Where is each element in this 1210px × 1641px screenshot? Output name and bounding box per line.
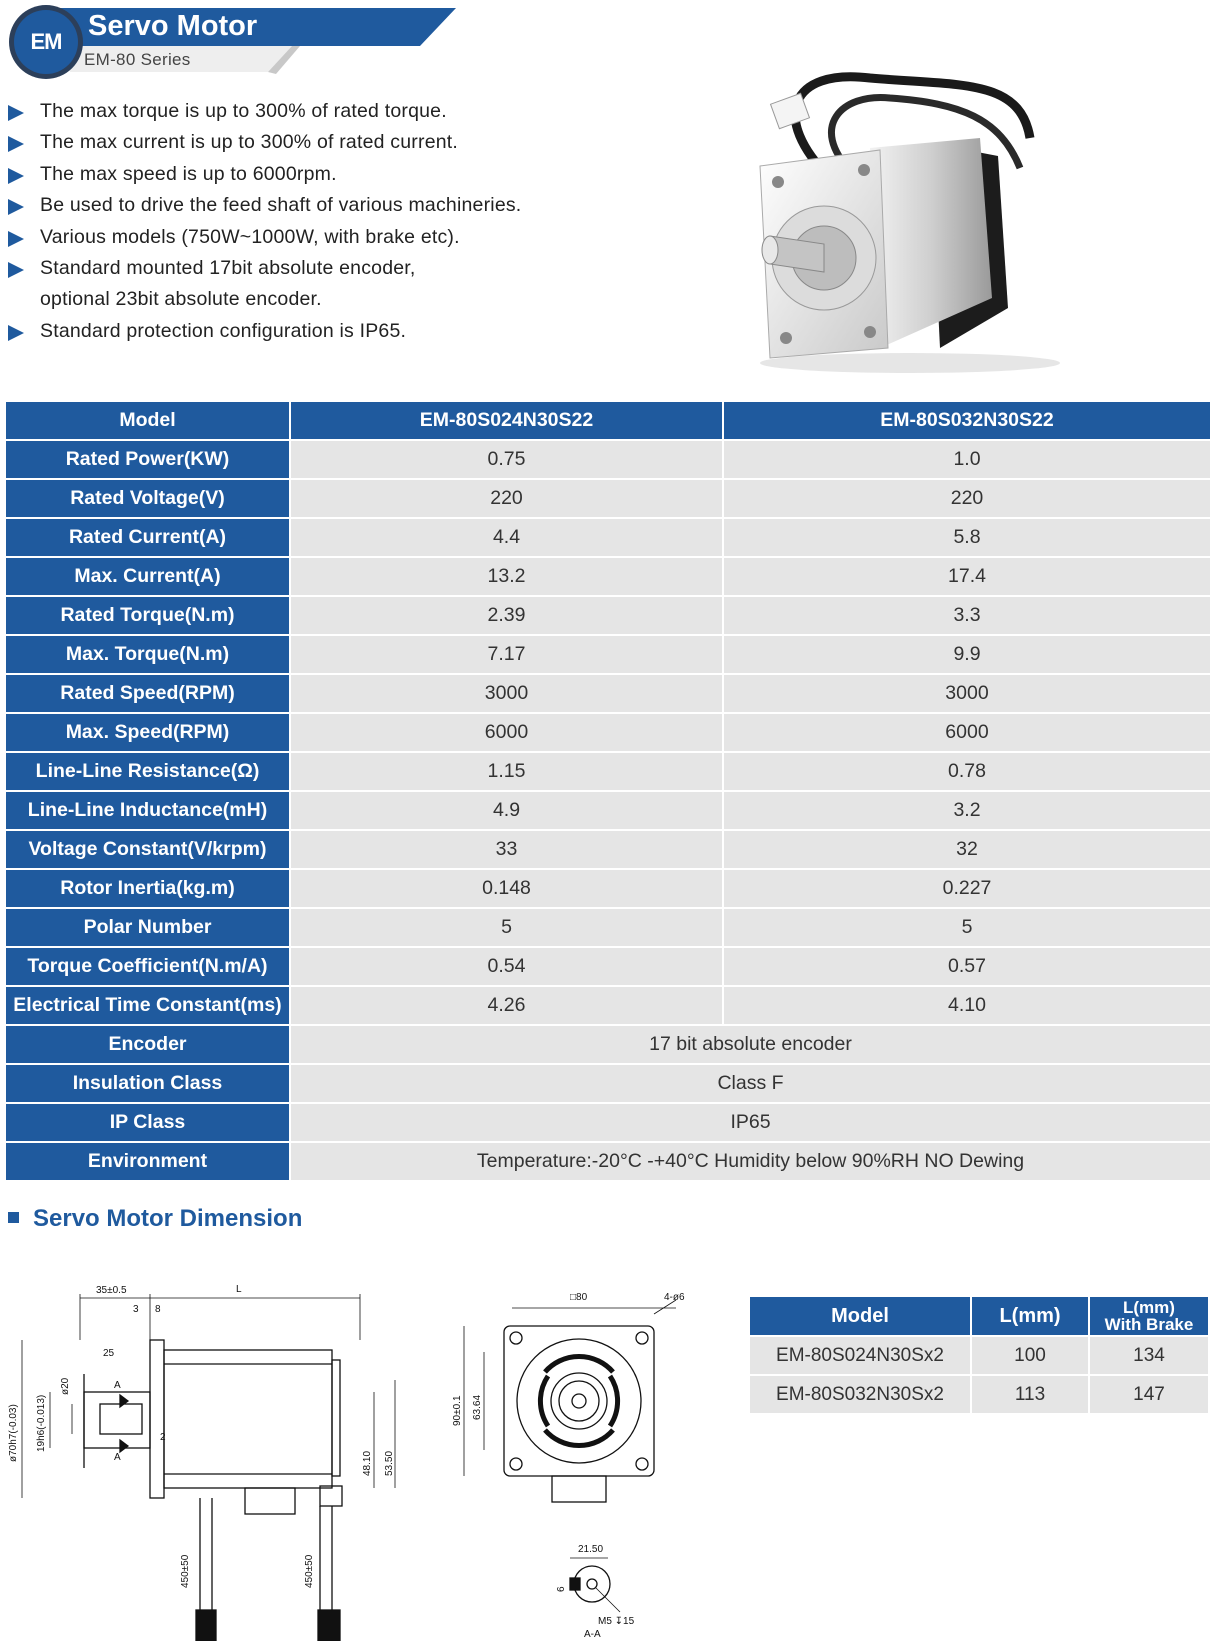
spec-value: 33 xyxy=(290,830,723,869)
feature-item: The max torque is up to 300% of rated torque. xyxy=(0,98,700,129)
spec-label: Rotor Inertia(kg.m) xyxy=(5,869,290,908)
spec-label: Max. Current(A) xyxy=(5,557,290,596)
spec-value: 1.15 xyxy=(290,752,723,791)
dim-l8: 8 xyxy=(155,1304,161,1315)
spec-label: Rated Power(KW) xyxy=(5,440,290,479)
spec-value: 0.54 xyxy=(290,947,723,986)
spec-header-row xyxy=(5,401,1210,440)
spec-value: 0.227 xyxy=(723,869,1210,908)
column-header: Model xyxy=(5,401,290,440)
spec-value: 5 xyxy=(290,908,723,947)
spec-value: 7.17 xyxy=(290,635,723,674)
spec-row xyxy=(5,869,1210,908)
feature-item: Standard mounted 17bit absolute encoder, xyxy=(0,255,700,286)
spec-label: IP Class xyxy=(5,1103,290,1142)
dim-shaft-19: 19h6(-0.013) xyxy=(36,1394,47,1452)
dimension-model: EM-80S032N30Sx2 xyxy=(749,1375,971,1414)
feature-item: Be used to drive the feed shaft of various machineries. xyxy=(0,192,700,223)
spec-value: 13.2 xyxy=(290,557,723,596)
spec-row-merged xyxy=(5,1103,1210,1142)
section-mark-a: A xyxy=(114,1380,121,1391)
spec-label: Encoder xyxy=(5,1025,290,1064)
spec-table xyxy=(4,400,1210,1182)
dim-cable-length: 450±50 xyxy=(304,1554,315,1588)
spec-label: Line-Line Inductance(mH) xyxy=(5,791,290,830)
dim-diameter-20: ø20 xyxy=(60,1377,71,1395)
feature-item: The max speed is up to 6000rpm. xyxy=(0,161,700,192)
column-header: Model xyxy=(749,1296,971,1336)
spec-value: 0.75 xyxy=(290,440,723,479)
spec-value: 4.26 xyxy=(290,986,723,1025)
spec-label: Torque Coefficient(N.m/A) xyxy=(5,947,290,986)
dim-l2: 2 xyxy=(160,1432,166,1443)
dim-square-80: □80 xyxy=(570,1292,588,1303)
section-mark-a: A xyxy=(114,1452,121,1463)
feature-item: Standard protection configuration is IP65. xyxy=(0,318,700,349)
spec-row xyxy=(5,518,1210,557)
dimension-length: 113 xyxy=(971,1375,1089,1414)
feature-list xyxy=(0,98,700,349)
feature-item: The max current is up to 300% of rated current. xyxy=(0,129,700,160)
dimension-length-brake: 134 xyxy=(1089,1336,1209,1375)
dimension-model: EM-80S024N30Sx2 xyxy=(749,1336,971,1375)
dim-l3: 3 xyxy=(133,1304,139,1315)
triangle-bullet-icon xyxy=(8,168,24,184)
spec-value: 6000 xyxy=(290,713,723,752)
dimension-length: 100 xyxy=(971,1336,1089,1375)
page-title: Servo Motor xyxy=(88,10,258,42)
spec-label: Polar Number xyxy=(5,908,290,947)
spec-label: Line-Line Resistance(Ω) xyxy=(5,752,290,791)
spec-row xyxy=(5,635,1210,674)
dim-length: L xyxy=(236,1284,242,1295)
spec-label: Rated Current(A) xyxy=(5,518,290,557)
spec-value: Class F xyxy=(290,1064,1210,1103)
dim-section-width: 21.50 xyxy=(578,1544,604,1555)
feature-item: Various models (750W~1000W, with brake etc). xyxy=(0,224,700,255)
spec-row-merged xyxy=(5,1025,1210,1064)
spec-label: Max. Torque(N.m) xyxy=(5,635,290,674)
spec-value: 220 xyxy=(723,479,1210,518)
dim-height-53: 53.50 xyxy=(384,1450,395,1476)
spec-row xyxy=(5,752,1210,791)
spec-value: 5 xyxy=(723,908,1210,947)
spec-label: Insulation Class xyxy=(5,1064,290,1103)
dim-cable-length: 450±50 xyxy=(180,1554,191,1588)
brand-logo: EM xyxy=(14,10,78,74)
dimension-length-brake: 147 xyxy=(1089,1375,1209,1414)
dim-diameter-70: ø70h7(-0.03) xyxy=(8,1404,19,1462)
servo-motor-image xyxy=(730,58,1090,378)
spec-value: 1.0 xyxy=(723,440,1210,479)
dimension-header-row xyxy=(749,1296,1209,1336)
spec-value: 3000 xyxy=(290,674,723,713)
column-header: EM-80S024N30S22 xyxy=(290,401,723,440)
spec-label: Electrical Time Constant(ms) xyxy=(5,986,290,1025)
spec-value: 0.78 xyxy=(723,752,1210,791)
square-bullet-icon xyxy=(8,1212,19,1223)
dimension-section-title: Servo Motor Dimension xyxy=(8,1205,302,1233)
spec-row xyxy=(5,596,1210,635)
spec-row-merged xyxy=(5,1064,1210,1103)
spec-value: 0.57 xyxy=(723,947,1210,986)
spec-row xyxy=(5,557,1210,596)
triangle-bullet-icon xyxy=(8,262,24,278)
side-view-drawing xyxy=(0,1280,440,1641)
spec-row xyxy=(5,674,1210,713)
spec-row xyxy=(5,830,1210,869)
section-name: A-A xyxy=(584,1629,601,1640)
triangle-bullet-icon xyxy=(8,136,24,152)
dim-pcd-90: 90±0.1 xyxy=(452,1395,463,1426)
dim-thread: M5 ↧15 xyxy=(598,1616,635,1627)
spec-row xyxy=(5,713,1210,752)
spec-value: 3.2 xyxy=(723,791,1210,830)
spec-value: 5.8 xyxy=(723,518,1210,557)
spec-label: Environment xyxy=(5,1142,290,1181)
spec-value: 4.4 xyxy=(290,518,723,557)
spec-row xyxy=(5,947,1210,986)
dim-flange-length: 35±0.5 xyxy=(96,1285,127,1296)
dim-height-48: 48.10 xyxy=(362,1450,373,1476)
spec-value: 4.10 xyxy=(723,986,1210,1025)
spec-value: 17 bit absolute encoder xyxy=(290,1025,1210,1064)
column-header: L(mm) With Brake xyxy=(1089,1296,1209,1336)
front-view-drawing xyxy=(440,1280,730,1520)
spec-value: 3000 xyxy=(723,674,1210,713)
triangle-bullet-icon xyxy=(8,199,24,215)
spec-value: Temperature:-20°C -+40°C Humidity below 90%RH NO Dewing xyxy=(290,1142,1210,1181)
spec-value: IP65 xyxy=(290,1103,1210,1142)
spec-label: Rated Speed(RPM) xyxy=(5,674,290,713)
spec-value: 32 xyxy=(723,830,1210,869)
dim-key-width: 6 xyxy=(556,1586,567,1592)
spec-row xyxy=(5,986,1210,1025)
spec-label: Max. Speed(RPM) xyxy=(5,713,290,752)
spec-label: Voltage Constant(V/krpm) xyxy=(5,830,290,869)
dimension-row xyxy=(749,1336,1209,1375)
spec-label: Rated Voltage(V) xyxy=(5,479,290,518)
spec-value: 6000 xyxy=(723,713,1210,752)
spec-value: 4.9 xyxy=(290,791,723,830)
section-view-drawing xyxy=(540,1520,680,1640)
column-header: EM-80S032N30S22 xyxy=(723,401,1210,440)
page-header xyxy=(0,0,470,80)
spec-label: Rated Torque(N.m) xyxy=(5,596,290,635)
spec-row-merged xyxy=(5,1142,1210,1181)
triangle-bullet-icon xyxy=(8,105,24,121)
spec-row xyxy=(5,791,1210,830)
spec-row xyxy=(5,479,1210,518)
dim-l25: 25 xyxy=(103,1348,115,1359)
spec-row xyxy=(5,908,1210,947)
spec-row xyxy=(5,440,1210,479)
dimension-table xyxy=(748,1295,1210,1415)
dim-63: 63.64 xyxy=(472,1394,483,1420)
spec-value: 3.3 xyxy=(723,596,1210,635)
spec-value: 17.4 xyxy=(723,557,1210,596)
page-subtitle: EM-80 Series xyxy=(84,50,191,69)
spec-value: 9.9 xyxy=(723,635,1210,674)
dimension-row xyxy=(749,1375,1209,1414)
triangle-bullet-icon xyxy=(8,325,24,341)
spec-value: 2.39 xyxy=(290,596,723,635)
triangle-bullet-icon xyxy=(8,231,24,247)
dim-hole-diameter: 4-ø6 xyxy=(664,1292,685,1303)
column-header: L(mm) xyxy=(971,1296,1089,1336)
spec-value: 0.148 xyxy=(290,869,723,908)
feature-item-continued: optional 23bit absolute encoder. xyxy=(40,288,322,311)
spec-value: 220 xyxy=(290,479,723,518)
